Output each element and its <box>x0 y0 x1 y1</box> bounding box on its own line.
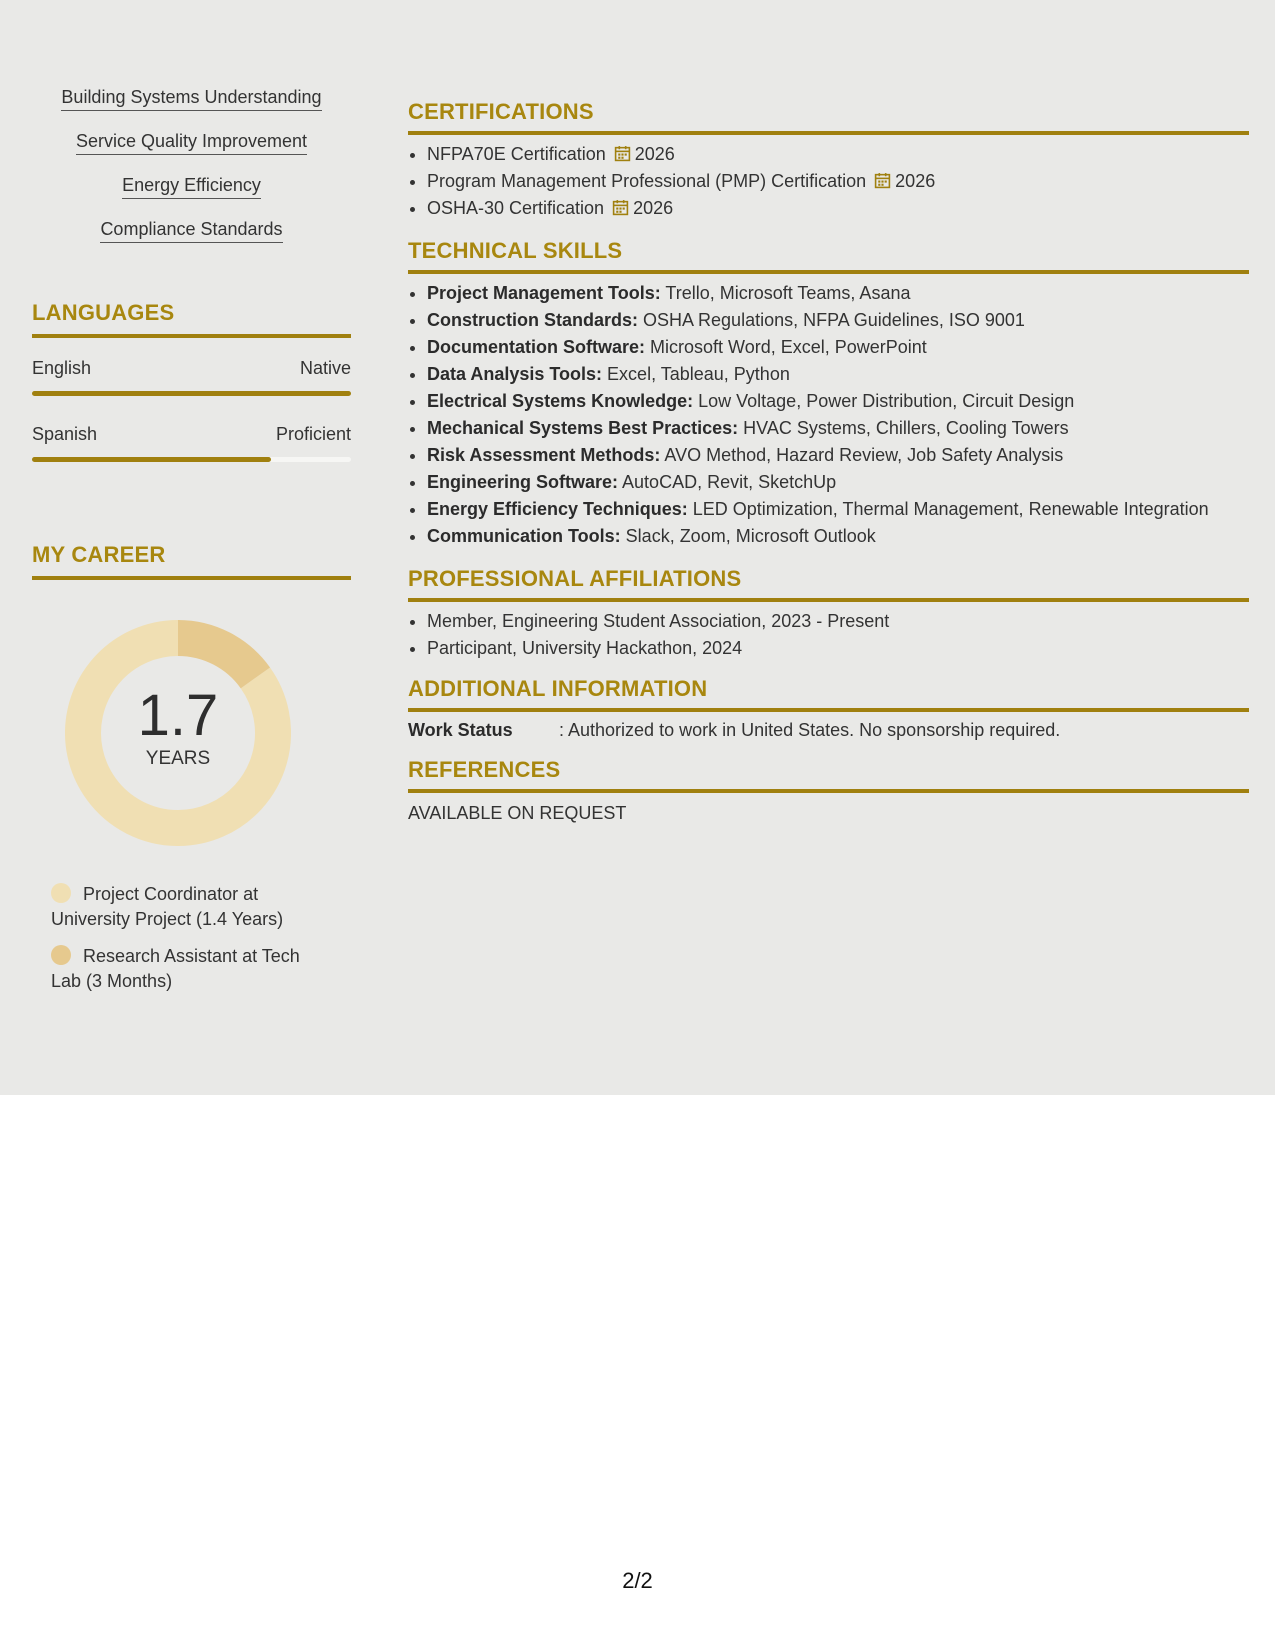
technical-skill-item <box>427 469 1249 496</box>
skill-values: LED Optimization, Thermal Management, Renewable Integration <box>687 499 1209 519</box>
technical-skill-item <box>427 415 1249 442</box>
affiliations-list <box>408 608 1249 662</box>
skill-tag: Energy Efficiency <box>122 174 261 199</box>
skill-values: Low Voltage, Power Distribution, Circuit Design <box>693 391 1075 411</box>
technical-skill-item <box>427 307 1249 334</box>
language-bar-fill <box>32 457 271 462</box>
career-donut <box>65 620 291 846</box>
certification-name: Program Management Professional (PMP) Certification <box>427 171 867 191</box>
language-name: Spanish <box>32 424 98 444</box>
work-status-label: Work Status <box>408 720 513 740</box>
technical-skill-item <box>427 334 1249 361</box>
career-total-value: 1.7 <box>137 683 219 748</box>
technical-skill-item <box>427 442 1249 469</box>
certification-year: 2026 <box>634 144 675 164</box>
skill-values: AutoCAD, Revit, SketchUp <box>618 472 837 492</box>
certifications-list <box>408 141 1249 222</box>
technical-skill-item <box>427 388 1249 415</box>
additional-info-heading: ADDITIONAL INFORMATION <box>408 676 1249 712</box>
certification-year: 2026 <box>895 171 936 191</box>
affiliations-section <box>408 566 1249 662</box>
calendar-icon <box>614 145 631 162</box>
skill-tags <box>32 86 351 262</box>
technical-skill-item <box>427 361 1249 388</box>
skill-values: HVAC Systems, Chillers, Cooling Towers <box>738 418 1069 438</box>
additional-info-section <box>408 676 1249 741</box>
page-number: 2/2 <box>622 1568 653 1593</box>
language-row <box>32 358 351 396</box>
skill-category: Mechanical Systems Best Practices: <box>427 418 739 438</box>
skill-category: Energy Efficiency Techniques: <box>427 499 688 519</box>
references-heading: REFERENCES <box>408 757 1249 793</box>
career-section <box>32 542 351 991</box>
legend-dot-icon <box>51 883 71 903</box>
skill-tag: Building Systems Understanding <box>61 86 321 111</box>
skill-category: Electrical Systems Knowledge: <box>427 391 694 411</box>
skill-category: Construction Standards: <box>427 310 639 330</box>
skill-tag: Compliance Standards <box>100 218 282 243</box>
skill-values: AVO Method, Hazard Review, Job Safety Analysis <box>660 445 1064 465</box>
technical-skill-item <box>427 280 1249 307</box>
career-legend-item <box>51 882 331 932</box>
affiliations-heading: PROFESSIONAL AFFILIATIONS <box>408 566 1249 602</box>
language-level: Native <box>299 358 351 378</box>
career-legend-item <box>51 944 331 994</box>
certification-item <box>427 195 1249 222</box>
technical-skills-section <box>408 238 1249 550</box>
language-row <box>32 424 351 462</box>
career-legend-label: Research Assistant at Tech Lab (3 Months) <box>51 946 300 991</box>
references-section <box>408 757 1249 824</box>
technical-skills-heading: TECHNICAL SKILLS <box>408 238 1249 274</box>
language-bar-track <box>32 457 351 462</box>
skill-values: Slack, Zoom, Microsoft Outlook <box>620 526 876 546</box>
skill-values: OSHA Regulations, NFPA Guidelines, ISO 9001 <box>638 310 1025 330</box>
skill-category: Communication Tools: <box>427 526 621 546</box>
certification-item <box>427 141 1249 168</box>
language-bar-track <box>32 391 351 396</box>
language-bar-fill <box>32 391 351 396</box>
technical-skills-list <box>408 280 1249 550</box>
career-heading: MY CAREER <box>32 542 351 580</box>
affiliation-item: • Member, Engineering Student Association, 2023 - Present <box>427 608 1249 635</box>
certification-item <box>427 168 1249 195</box>
skill-category: Documentation Software: <box>427 337 646 357</box>
skill-values: Microsoft Word, Excel, PowerPoint <box>645 337 927 357</box>
skill-values: Excel, Tableau, Python <box>602 364 790 384</box>
skill-category: Risk Assessment Methods: <box>427 445 661 465</box>
certifications-section <box>408 99 1249 222</box>
certification-name: NFPA70E Certification <box>427 144 606 164</box>
calendar-icon <box>612 199 629 216</box>
languages-section <box>32 300 351 462</box>
technical-skill-item <box>427 496 1249 523</box>
skill-category: Project Management Tools: <box>427 283 661 303</box>
calendar-icon <box>874 172 891 189</box>
skill-category: Engineering Software: <box>427 472 619 492</box>
legend-dot-icon <box>51 945 71 965</box>
career-legend <box>51 882 331 1006</box>
skill-category: Data Analysis Tools: <box>427 364 603 384</box>
skill-values: Trello, Microsoft Teams, Asana <box>660 283 911 303</box>
certification-year: 2026 <box>633 198 674 218</box>
references-text: AVAILABLE ON REQUEST <box>408 803 627 823</box>
language-level: Proficient <box>275 424 351 444</box>
skill-tag: Service Quality Improvement <box>76 130 307 155</box>
work-status-value: : Authorized to work in United States. No sponsorship required. <box>559 720 1061 740</box>
certifications-heading: CERTIFICATIONS <box>408 99 1249 135</box>
work-status-row <box>408 720 1249 741</box>
affiliation-item: • Participant, University Hackathon, 2024 <box>427 635 1249 662</box>
technical-skill-item <box>427 523 1249 550</box>
career-legend-label: Project Coordinator at University Project (1.4 Years) <box>51 884 284 929</box>
certification-name: OSHA-30 Certification <box>427 198 605 218</box>
languages-heading: LANGUAGES <box>32 300 351 338</box>
career-total-unit: YEARS <box>145 748 211 769</box>
language-name: English <box>32 358 92 378</box>
